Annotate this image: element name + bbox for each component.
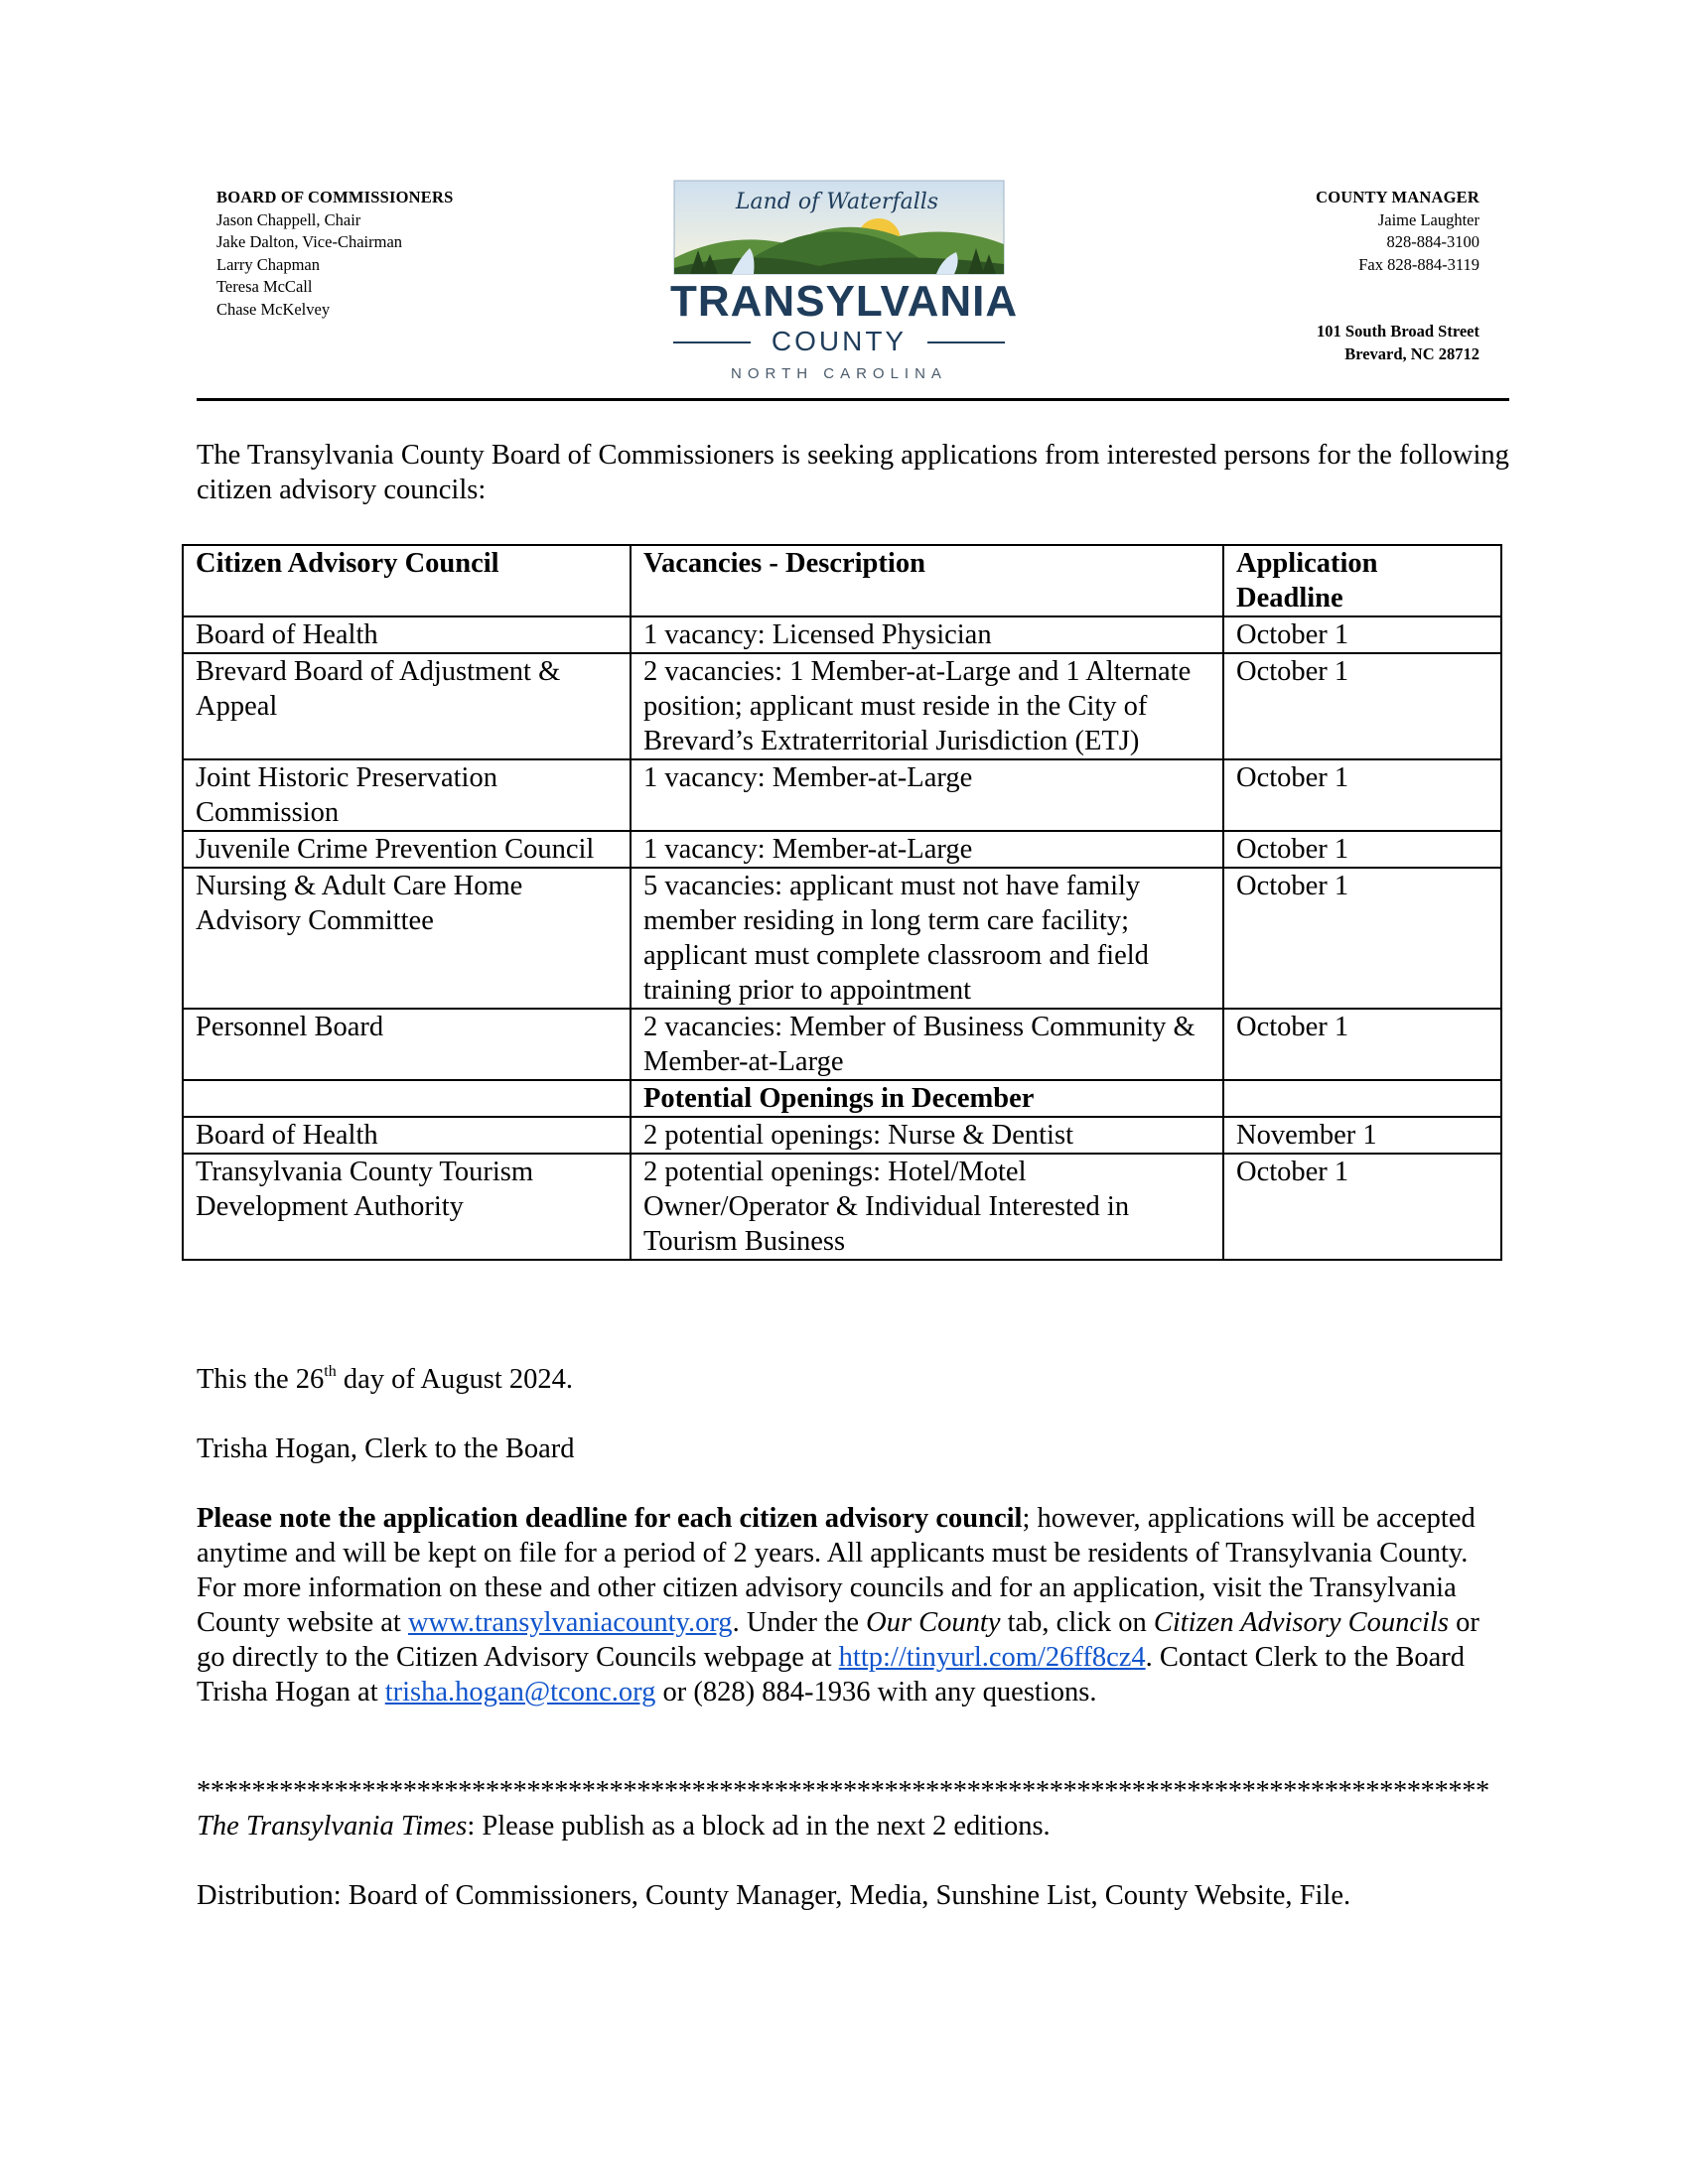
- note-text: or (828) 884-1936 with any questions.: [655, 1677, 1097, 1707]
- board-member: Teresa McCall: [216, 277, 313, 296]
- council-name: Board of Health: [183, 1117, 631, 1154]
- address-line-2: Brevard, NC 28712: [1344, 343, 1479, 363]
- vacancy-description: 5 vacancies: applicant must not have family member residing in long term care facility; applicant must complete classroom and field training prior to appointment: [631, 868, 1223, 1009]
- section-row: [183, 1080, 1501, 1117]
- manager-heading: COUNTY MANAGER: [1316, 188, 1479, 206]
- vacancy-description: 1 vacancy: Member-at-Large: [631, 759, 1223, 831]
- logo-tagline: Land of Waterfalls: [735, 190, 939, 214]
- council-name: Transylvania County Tourism Development Authority: [183, 1154, 631, 1260]
- note-bold: Please note the application deadline for each citizen advisory council: [197, 1503, 1023, 1534]
- column-header: Application Deadline: [1223, 545, 1501, 616]
- email-link[interactable]: trisha.hogan@tconc.org: [384, 1677, 656, 1707]
- logo-name: TRANSYLVANIA: [670, 277, 1019, 326]
- table-row: [183, 616, 1501, 653]
- vacancy-description: 1 vacancy: Licensed Physician: [631, 616, 1223, 653]
- council-name: Juvenile Crime Prevention Council: [183, 831, 631, 868]
- letterhead-divider: [197, 398, 1509, 401]
- dateline-pre: This the 26: [197, 1364, 325, 1395]
- application-deadline: October 1: [1223, 616, 1501, 653]
- empty-cell: [1223, 1080, 1501, 1117]
- column-header: Vacancies - Description: [631, 545, 1223, 616]
- publication-text: : Please publish as a block ad in the next 2 editions.: [467, 1811, 1051, 1842]
- board-member: Jake Dalton, Vice-Chairman: [216, 232, 403, 251]
- council-name: Nursing & Adult Care Home Advisory Committee: [183, 868, 631, 1009]
- application-deadline: October 1: [1223, 759, 1501, 831]
- note-text: . Contact Clerk to the Board Trisha Hogan at: [197, 1642, 1465, 1707]
- dateline: [197, 1362, 1509, 1397]
- board-of-commissioners-block: [216, 187, 453, 321]
- board-member: Chase McKelvey: [216, 299, 331, 319]
- application-note: [197, 1501, 1509, 1709]
- table-row: [183, 653, 1501, 759]
- advisory-council-table: [182, 544, 1502, 1261]
- application-deadline: October 1: [1223, 831, 1501, 868]
- table-row: [183, 1154, 1501, 1260]
- table-row: [183, 831, 1501, 868]
- section-label: Potential Openings in December: [631, 1080, 1223, 1117]
- vacancy-description: 2 vacancies: Member of Business Community & Member-at-Large: [631, 1009, 1223, 1080]
- tinyurl-link[interactable]: http://tinyurl.com/26ff8cz4: [838, 1642, 1146, 1673]
- vacancy-description: 2 potential openings: Nurse & Dentist: [631, 1117, 1223, 1154]
- application-deadline: October 1: [1223, 653, 1501, 759]
- note-text: tab, click on: [1000, 1607, 1154, 1638]
- vacancy-description: 2 potential openings: Hotel/Motel Owner/Operator & Individual Interested in Tourism Business: [631, 1154, 1223, 1260]
- note-text: or go directly to the Citizen Advisory Councils webpage at: [197, 1607, 1479, 1673]
- website-link[interactable]: www.transylvaniacounty.org: [407, 1607, 733, 1638]
- manager-phone: 828-884-3100: [1386, 232, 1479, 251]
- dateline-suffix: th: [324, 1363, 337, 1380]
- application-deadline: October 1: [1223, 868, 1501, 1009]
- table-row: [183, 1009, 1501, 1080]
- council-name: Board of Health: [183, 616, 631, 653]
- note-text: ; however, applications will be accepted anytime and will be kept on file for a period of 2 years. All applicants must be residents of Transylvania County. For more information on these and other citizen advisory councils and for an application, visit the Transylvania County website at: [197, 1503, 1476, 1638]
- vacancy-description: 1 vacancy: Member-at-Large: [631, 831, 1223, 868]
- publication-instruction: [197, 1809, 1509, 1843]
- logo-divider: [927, 341, 1005, 343]
- council-name: Brevard Board of Adjustment & Appeal: [183, 653, 631, 759]
- column-header: Citizen Advisory Council: [183, 545, 631, 616]
- note-italic: Citizen Advisory Councils: [1153, 1607, 1449, 1638]
- newspaper-name: The Transylvania Times: [197, 1811, 468, 1842]
- address-line-1: 101 South Broad Street: [1317, 322, 1479, 341]
- application-deadline: November 1: [1223, 1117, 1501, 1154]
- county-manager-block: [1316, 187, 1479, 365]
- note-text: . Under the: [732, 1607, 867, 1638]
- dateline-post: day of August 2024.: [336, 1364, 573, 1395]
- manager-name: Jaime Laughter: [1377, 209, 1479, 229]
- manager-fax: Fax 828-884-3119: [1358, 254, 1479, 274]
- board-heading: BOARD OF COMMISSIONERS: [216, 188, 454, 206]
- board-member: Larry Chapman: [216, 254, 321, 274]
- table-row: [183, 1117, 1501, 1154]
- separator-line: **********************************************************************************************: [197, 1776, 1489, 1807]
- clerk-signature: Trisha Hogan, Clerk to the Board: [197, 1433, 575, 1464]
- council-name: Joint Historic Preservation Commission: [183, 759, 631, 831]
- table-row: [183, 868, 1501, 1009]
- logo-county: [670, 326, 1008, 357]
- vacancy-description: 2 vacancies: 1 Member-at-Large and 1 Alternate position; applicant must reside in the City of Brevard’s Extraterritorial Jurisdiction (ETJ): [631, 653, 1223, 759]
- application-deadline: October 1: [1223, 1009, 1501, 1080]
- application-deadline: October 1: [1223, 1154, 1501, 1260]
- council-name: Personnel Board: [183, 1009, 631, 1080]
- distribution-list: Distribution: Board of Commissioners, County Manager, Media, Sunshine List, County Website, File.: [197, 1880, 1351, 1911]
- logo-county-text: COUNTY: [771, 326, 908, 356]
- table-header-row: [183, 545, 1501, 616]
- empty-cell: [183, 1080, 631, 1117]
- note-italic: Our County: [866, 1607, 1001, 1638]
- intro-paragraph: The Transylvania County Board of Commissioners is seeking applications from interested persons for the following citizen advisory councils:: [197, 440, 1509, 505]
- table-row: [183, 759, 1501, 831]
- board-member: Jason Chappell, Chair: [216, 209, 361, 229]
- logo-state: NORTH CAROLINA: [731, 365, 947, 382]
